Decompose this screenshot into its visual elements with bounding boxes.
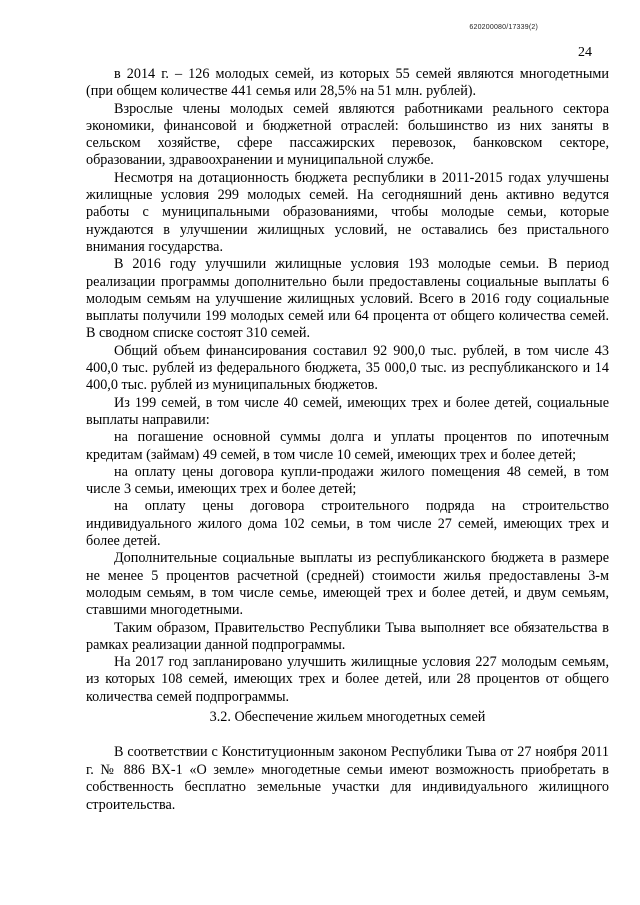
section-heading: 3.2. Обеспечение жильем многодетных семей — [209, 709, 486, 725]
paragraph-financing: Общий объем финансирования составил 92 900,0 тыс. рублей, в том числе 43 400,0 тыс. рублей из федерального бюджета, 35 000,0 тыс. из республиканского и 14 400,0 тыс. рублей из муниципальных бюджетов. — [86, 342, 609, 394]
paragraph-construction: на оплату цены договора строительного подряда на строительство индивидуального жилого дома 102 семьи, в том числе 27 семей, имеющих трех и более детей. — [86, 498, 609, 550]
paragraph-land-law: В соответствии с Конституционным законом Республики Тыва от 27 ноября 2011 г. № 886 ВХ-1 «О земле» многодетные семьи имеют возможность приобретать в собственность бесплатно земельные участки для индивидуального жилищного строительства. — [86, 744, 609, 813]
section-body — [86, 744, 609, 814]
paragraph-2016-results: В 2016 году улучшили жилищные условия 193 молодые семьи. В период реализации программы дополнительно были предоставлены социальные выплаты 6 молодым семьям на улучшение жилищных условий. Всего в 2016 году социальные выплаты получили 199 молодых семей или 64 процента от общего количества семей. В сводном списке состоят 310 семей. — [86, 256, 609, 342]
body-text — [86, 66, 609, 706]
paragraph-2017-plan: На 2017 год запланировано улучшить жилищные условия 227 молодым семьям, из которых 108 семей, имеющих трех и более детей, или 28 процентов от общего количества семей подпрограммы. — [86, 654, 609, 705]
page-number: 24 — [578, 45, 592, 60]
paragraph-2014-families: в 2014 г. – 126 молодых семей, из которых 55 семей являются многодетными (при общем количестве 441 семья или 28,5% на 51 млн. рублей). — [86, 66, 609, 100]
document-registration-code: 620200080/17339(2) — [469, 24, 538, 31]
paragraph-purchase: на оплату цены договора купли-продажи жилого помещения 48 семей, в том числе 3 семьи, имеющих трех и более детей; — [86, 463, 609, 498]
paragraph-conclusion: Таким образом, Правительство Республики Тыва выполняет все обязательства в рамках реализации данной подпрограммы. — [86, 619, 609, 653]
paragraph-adult-members: Взрослые члены молодых семей являются работниками реального сектора экономики, финансовой и бюджетной отраслей: большинство из них заняты в сельском хозяйстве, сфере пассажирских перевозок, банковском секторе, образовании, здравоохранении и муниципальной службе. — [86, 100, 609, 169]
paragraph-mortgage: на погашение основной суммы долга и уплаты процентов по ипотечным кредитам (займам) 49 семей, в том числе 10 семей, имеющих трех и более детей; — [86, 429, 609, 463]
paragraph-additional-payments: Дополнительные социальные выплаты из республиканского бюджета в размере не менее 5 процентов расчетной (средней) стоимости жилья предоставлены 3-м молодым семьям, в том числе семье, имеющей трех и более детей, и двум семьям, ставшими многодетными. — [86, 550, 609, 619]
paragraph-payments-intro: Из 199 семей, в том числе 40 семей, имеющих трех и более детей, социальные выплаты направили: — [86, 394, 609, 428]
paragraph-2011-2015: Несмотря на дотационность бюджета республики в 2011-2015 годах улучшены жилищные условия 299 молодых семей. На сегодняшний день активно ведутся работы с муниципальными образованиями, чтобы молодые семьи, которые нуждаются в улучшении жилищных условий, не оставались без пристального внимания государства. — [86, 169, 609, 255]
